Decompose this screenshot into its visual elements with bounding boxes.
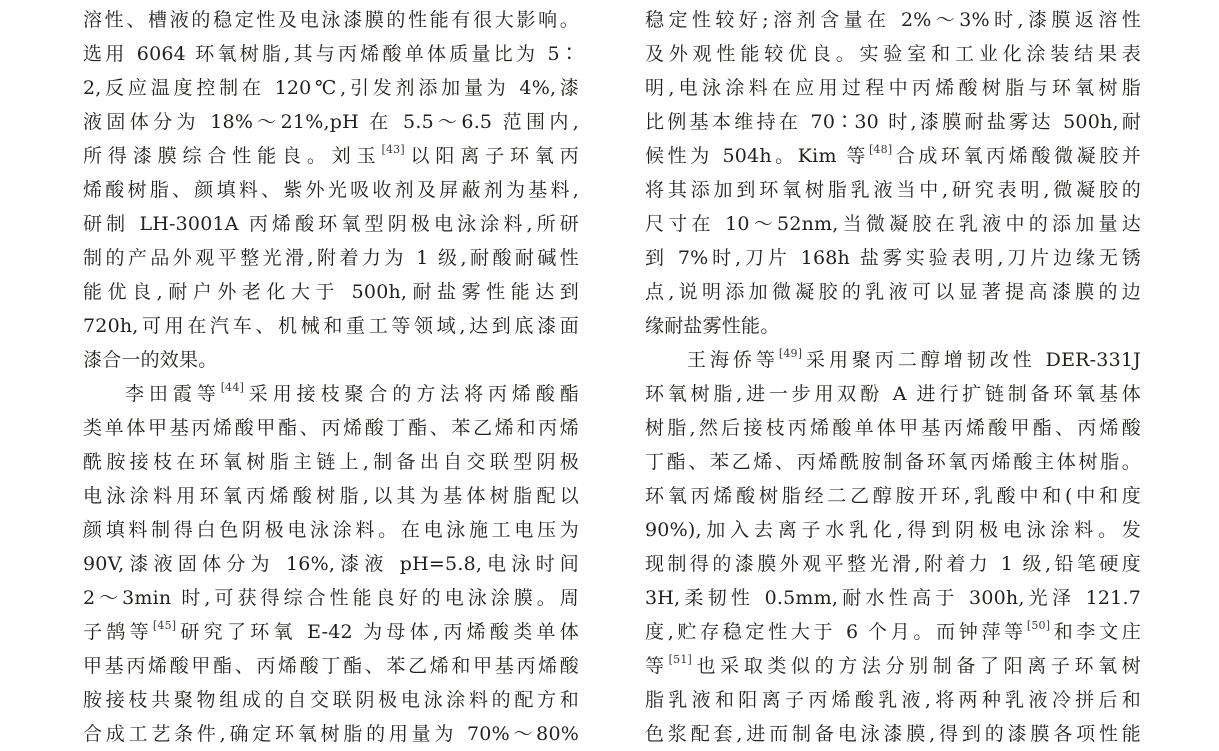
text-line (645, 309, 1141, 343)
text-segment: 环氧树脂,进一步用双酚 A 进行扩链制备环氧基体 (645, 383, 1141, 405)
text-segment: 缘耐盐雾性能。 (645, 315, 780, 337)
text-segment: 所得漆膜综合性能良。刘玉 (83, 145, 382, 167)
text-line (83, 343, 579, 377)
text-line (83, 649, 579, 683)
text-segment: 研制 LH-3001A 丙烯酸环氧型阴极电泳涂料,所研 (83, 213, 579, 235)
text-segment: 等 (645, 655, 669, 677)
text-segment: 色浆配套,进而制备电泳漆膜,得到的漆膜各项性能 (645, 723, 1141, 745)
text-line (83, 411, 579, 445)
text-line (83, 3, 579, 37)
text-line (83, 581, 579, 615)
text-line (645, 615, 1141, 649)
text-segment: 3H,柔韧性 0.5mm,耐水性高于 300h,光泽 121.7 (645, 587, 1141, 609)
text-line (83, 445, 579, 479)
text-segment: 2～3min 时,可获得综合性能良好的电泳涂膜。周 (83, 587, 579, 609)
citation-marker: [48] (868, 143, 893, 156)
text-line (83, 717, 579, 751)
text-segment: 电泳涂料用环氧丙烯酸树脂,以其为基体树脂配以 (83, 485, 579, 507)
text-segment: 稳定性较好;溶剂含量在 2%～3%时,漆膜返溶性 (645, 9, 1141, 31)
text-segment: 类单体甲基丙烯酸甲酯、丙烯酸丁酯、苯乙烯和丙烯 (83, 417, 579, 439)
text-line (645, 173, 1141, 207)
text-line (83, 241, 579, 275)
text-segment: 现制得的漆膜外观平整光滑,附着力 1 级,铅笔硬度 (645, 553, 1141, 575)
text-line (645, 683, 1141, 717)
text-line (645, 105, 1141, 139)
text-line (645, 581, 1141, 615)
text-line (83, 309, 579, 343)
text-line (83, 71, 579, 105)
text-segment: 比例基本维持在 70∶30 时,漆膜耐盐雾达 500h,耐 (645, 111, 1141, 133)
text-segment: 度,贮存稳定性大于 6 个月。而钟萍等 (645, 621, 1027, 643)
text-segment: 尺寸在 10～52nm,当微凝胶在乳液中的添加量达 (645, 213, 1141, 235)
text-line (83, 547, 579, 581)
text-segment: 环氧丙烯酸树脂经二乙醇胺开环,乳酸中和(中和度 (645, 485, 1141, 507)
citation-marker: [49] (778, 347, 803, 360)
text-line (645, 37, 1141, 71)
text-line (83, 615, 579, 649)
text-segment: 子鹄等 (83, 621, 153, 643)
text-segment: 也采取类似的方法分别制备了阳离子环氧树 (692, 655, 1141, 677)
text-segment: 到 7%时,刀片 168h 盐雾实验表明,刀片边缘无锈 (645, 247, 1141, 269)
text-line (645, 241, 1141, 275)
text-line (645, 717, 1141, 751)
citation-marker: [45] (152, 619, 177, 632)
text-segment: 及外观性能较优良。实验室和工业化涂装结果表 (645, 43, 1141, 65)
text-segment: 酰胺接枝在环氧树脂主链上,制备出自交联型阴极 (83, 451, 579, 473)
text-line (83, 173, 579, 207)
text-line (645, 3, 1141, 37)
text-line (645, 445, 1141, 479)
text-segment: 合成环氧丙烯酸微凝胶并 (892, 145, 1142, 167)
text-segment: 以阳离子环氧丙 (404, 145, 579, 167)
text-line (645, 71, 1141, 105)
text-segment: 采用接枝聚合的方法将丙烯酸酯 (244, 383, 579, 405)
text-segment: 王海侨等 (687, 349, 779, 371)
text-segment: 将其添加到环氧树脂乳液当中,研究表明,微凝胶的 (645, 179, 1141, 201)
text-line (645, 343, 1141, 377)
text-line (83, 275, 579, 309)
citation-marker: [44] (220, 381, 245, 394)
text-segment: 90V,漆液固体分为 16%,漆液 pH=5.8,电泳时间 (83, 553, 579, 575)
text-segment: 点,说明添加微凝胶的乳液可以显著提高漆膜的边 (645, 281, 1141, 303)
text-line (645, 513, 1141, 547)
text-segment: 胺接枝共聚物组成的自交联阴极电泳涂料的配方和 (83, 689, 579, 711)
right-text-column (645, 3, 1141, 751)
text-line (83, 377, 579, 411)
text-segment: 李田霞等 (125, 383, 221, 405)
citation-marker: [51] (668, 653, 693, 666)
text-segment: 合成工艺条件,确定环氧树脂的用量为 70%～80% (83, 723, 579, 745)
text-line (645, 479, 1141, 513)
text-segment: 烯酸树脂、颜填料、紫外光吸收剂及屏蔽剂为基料, (83, 179, 579, 201)
text-segment: 漆合一的效果。 (83, 349, 218, 371)
text-segment: 丁酯、苯乙烯、丙烯酰胺制备环氧丙烯酸主体树脂。 (645, 451, 1141, 473)
text-line (83, 139, 579, 173)
text-line (645, 207, 1141, 241)
text-line (645, 139, 1141, 173)
text-segment: 720h,可用在汽车、机械和重工等领域,达到底漆面 (83, 315, 579, 337)
text-line (83, 683, 579, 717)
text-segment: 候性为 504h。Kim 等 (645, 145, 869, 167)
text-segment: 2,反应温度控制在 120℃,引发剂添加量为 4%,漆 (83, 77, 579, 99)
text-line (645, 547, 1141, 581)
text-segment: 能优良,耐户外老化大于 500h,耐盐雾性能达到 (83, 281, 579, 303)
text-line (645, 377, 1141, 411)
text-line (645, 275, 1141, 309)
text-segment: 树脂,然后接枝丙烯酸单体甲基丙烯酸甲酯、丙烯酸 (645, 417, 1141, 439)
text-segment: 颜填料制得白色阴极电泳涂料。在电泳施工电压为 (83, 519, 579, 541)
text-line (645, 649, 1141, 683)
citation-marker: [43] (381, 143, 405, 156)
left-text-column (83, 3, 579, 751)
text-line (83, 513, 579, 547)
text-segment: 90%),加入去离子水乳化,得到阴极电泳涂料。发 (645, 519, 1141, 541)
text-line (83, 37, 579, 71)
text-segment: 选用 6064 环氧树脂,其与丙烯酸单体质量比为 5∶ (83, 43, 579, 65)
text-segment: 脂乳液和阳离子丙烯酸乳液,将两种乳液冷拼后和 (645, 689, 1141, 711)
text-line (83, 479, 579, 513)
text-segment: 采用聚丙二醇增韧改性 DER-331J (802, 349, 1141, 371)
text-segment: 液固体分为 18%～21%,pH 在 5.5～6.5 范围内, (83, 111, 579, 133)
text-segment: 研究了环氧 E-42 为母体,丙烯酸类单体 (176, 621, 580, 643)
text-line (645, 411, 1141, 445)
text-segment: 甲基丙烯酸甲酯、丙烯酸丁酯、苯乙烯和甲基丙烯酸 (83, 655, 579, 677)
text-line (83, 207, 579, 241)
text-segment: 溶性、槽液的稳定性及电泳漆膜的性能有很大影响。 (83, 9, 579, 31)
citation-marker: [50] (1026, 619, 1051, 632)
text-line (83, 105, 579, 139)
text-segment: 和李文庄 (1050, 621, 1141, 643)
text-segment: 制的产品外观平整光滑,附着力为 1 级,耐酸耐碱性 (83, 247, 579, 269)
text-segment: 明,电泳涂料在应用过程中丙烯酸树脂与环氧树脂 (645, 77, 1141, 99)
